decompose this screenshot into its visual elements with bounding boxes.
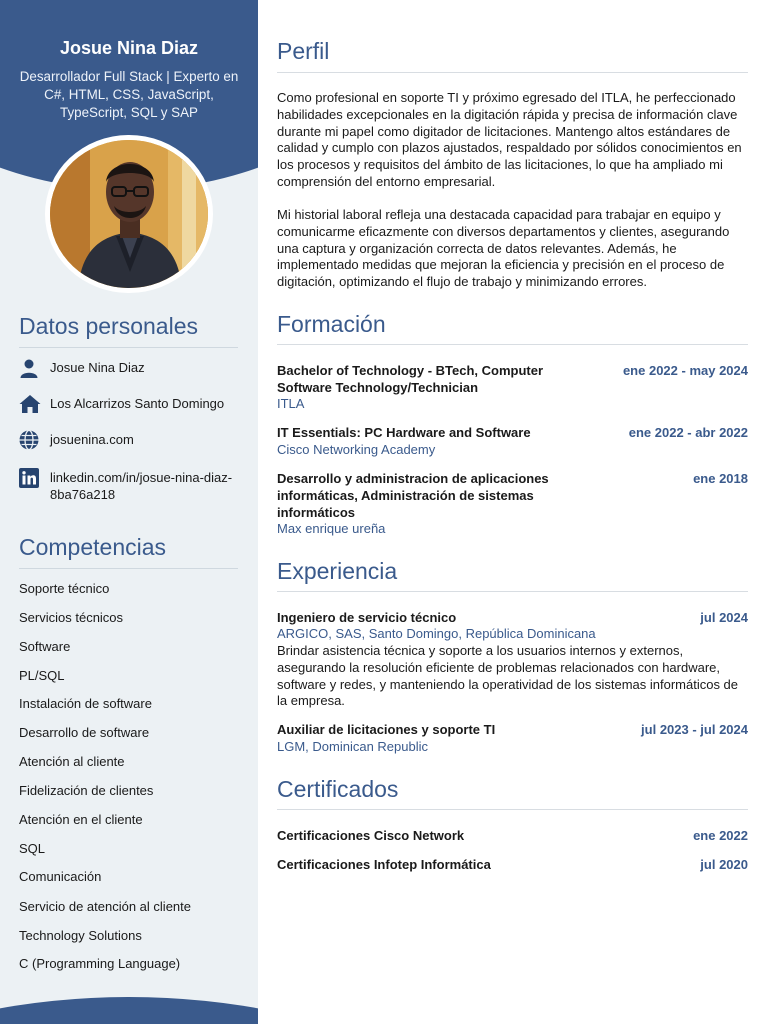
skill-item: PL/SQL — [19, 668, 65, 683]
certificate-title: Certificaciones Cisco Network — [277, 828, 465, 843]
education-divider — [277, 344, 748, 345]
education-heading: Formación — [277, 311, 386, 337]
education-title: IT Essentials: PC Hardware and Software — [277, 425, 531, 440]
linkedin-icon — [19, 468, 39, 488]
experience-heading: Experiencia — [277, 558, 398, 584]
person-icon — [19, 358, 39, 378]
skill-item: Technology Solutions — [19, 928, 142, 943]
experience-title: Auxiliar de licitaciones y soporte TI — [277, 722, 496, 737]
candidate-name: Josue Nina Diaz — [59, 38, 199, 58]
contact-website-row[interactable] — [19, 430, 249, 450]
contact-linkedin-row[interactable] — [19, 468, 249, 503]
profile-heading: Perfil — [277, 38, 330, 64]
profile-paragraph: Mi historial laboral refleja una destacada capacidad para trabajar en equipo y comunicarme eficazmente con diversos departamentos y clientes, asegurando una captura y organización correcta de datos relevantes. Además, he implementado medidas que mejoran la eficiencia y precisión en el proceso de digitación, optimizando el flujo de trabajo y minimizando errores. — [277, 207, 730, 290]
skills-heading: Competencias — [19, 534, 167, 560]
education-title: Desarrollo y administracion de aplicaciones informáticas, Administración de sistemas informáticos — [277, 471, 549, 520]
contact-name-row — [19, 358, 249, 378]
contact-address-row — [19, 394, 249, 414]
candidate-headline: Desarrollador Full Stack | Experto en C#, HTML, CSS, JavaScript, TypeScript, SQL y SAP — [19, 69, 239, 120]
home-icon — [19, 394, 41, 414]
certificates-heading: Certificados — [277, 776, 399, 802]
education-date: ene 2022 - abr 2022 — [628, 425, 748, 440]
education-title: Bachelor of Technology - BTech, Computer Software Technology/Technician — [277, 363, 544, 395]
contact-address-text: Los Alcarrizos Santo Domingo — [50, 396, 225, 411]
education-school: Cisco Networking Academy — [277, 442, 436, 457]
sidebar-footer-background — [0, 997, 258, 1024]
skill-item: Software — [19, 639, 71, 654]
education-school: Max enrique ureña — [277, 521, 386, 536]
certificate-date: jul 2020 — [700, 857, 748, 872]
profile-photo-frame — [45, 135, 213, 293]
skill-item: Servicios técnicos — [19, 610, 124, 625]
profile-divider — [277, 72, 748, 73]
personal-data-divider — [19, 347, 238, 348]
experience-divider — [277, 591, 748, 592]
skills-divider — [19, 568, 238, 569]
skill-item: Soporte técnico — [19, 581, 110, 596]
certificate-title: Certificaciones Infotep Informática — [277, 857, 491, 872]
header-block — [0, 36, 258, 122]
skill-item: Instalación de software — [19, 696, 152, 711]
contact-linkedin-link[interactable]: linkedin.com/in/josue-nina-diaz-8ba76a218 — [50, 470, 233, 502]
globe-icon — [19, 430, 39, 450]
personal-data-heading: Datos personales — [19, 313, 198, 339]
experience-title: Ingeniero de servicio técnico — [277, 610, 457, 625]
skill-item: Desarrollo de software — [19, 725, 150, 740]
education-date: ene 2022 - may 2024 — [622, 363, 748, 378]
skill-item: Fidelización de clientes — [19, 783, 154, 798]
profile-photo — [50, 140, 208, 288]
skill-item: SQL — [19, 841, 46, 856]
skill-item: Atención al cliente — [19, 754, 125, 769]
experience-date: jul 2023 - jul 2024 — [641, 722, 748, 737]
education-school: ITLA — [277, 396, 305, 411]
experience-description: Brindar asistencia técnica y soporte a los usuarios internos y externos, asegurando la resolución eficiente de problemas relacionados con hardware, software y redes, y manteniendo la operatividad de los sistemas informáticos de la empresa. — [277, 643, 739, 709]
certificates-divider — [277, 809, 748, 810]
education-date: ene 2018 — [693, 471, 748, 486]
skill-item: Atención en el cliente — [19, 812, 143, 827]
experience-company: ARGICO, SAS, Santo Domingo, República Dominicana — [277, 626, 596, 641]
skill-item: Servicio de atención al cliente — [19, 899, 191, 914]
profile-paragraph: Como profesional en soporte TI y próximo egresado del ITLA, he perfeccionado habilidades excepcionales en la digitación rápida y precisa de información clave durante mi papel como digitador de licitaciones. Mantengo altos estándares de calidad y cumplo con plazos ajustados, respaldado por sólidos conocimientos en los procesos y requisitos del ámbito de las licitaciones, lo que ha ampliado mi comprensión del entorno empresarial. — [277, 90, 742, 189]
certificate-date: ene 2022 — [693, 828, 748, 843]
experience-company: LGM, Dominican Republic — [277, 739, 429, 754]
contact-website-link[interactable]: josuenina.com — [50, 432, 134, 447]
contact-name-text: Josue Nina Diaz — [50, 360, 145, 375]
skill-item: C (Programming Language) — [19, 956, 181, 971]
experience-date: jul 2024 — [700, 610, 748, 625]
skill-item: Comunicación — [19, 869, 102, 884]
sidebar — [0, 0, 258, 1024]
